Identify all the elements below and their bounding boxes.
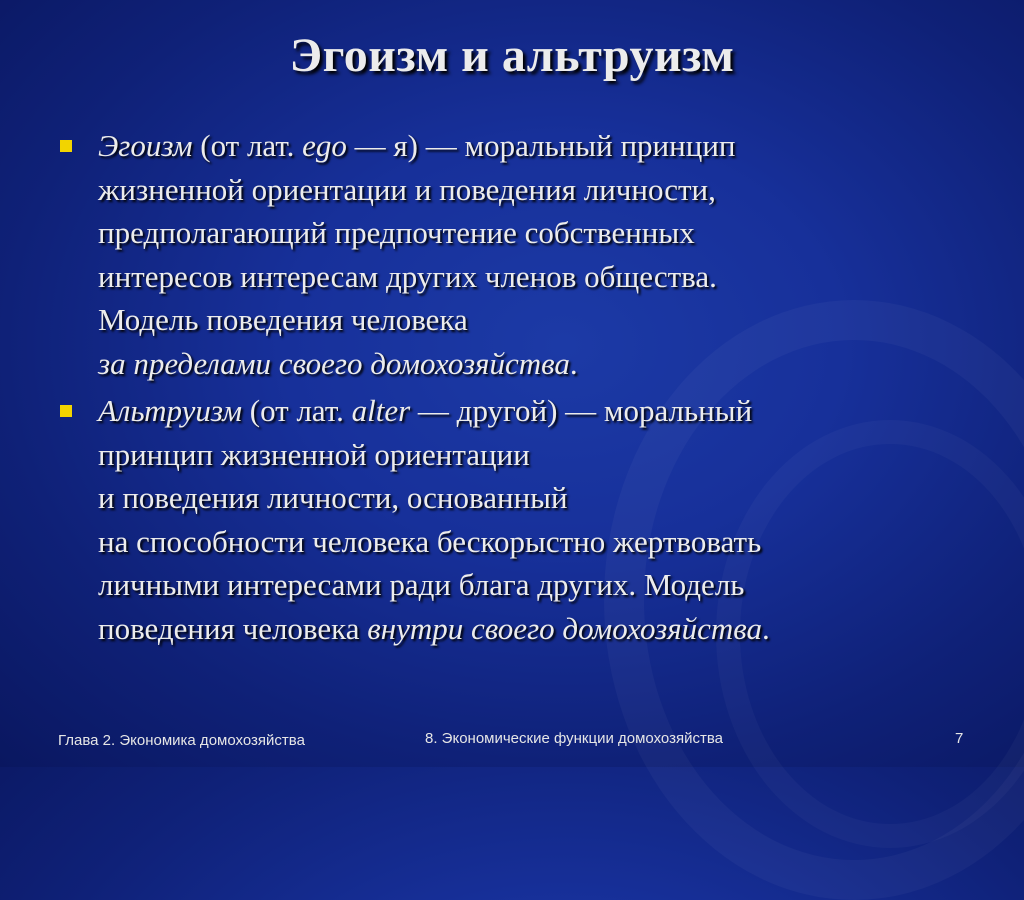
bullet-line <box>98 255 960 299</box>
text-segment: . <box>762 610 770 646</box>
square-bullet-icon <box>60 405 72 417</box>
italic-text-segment: внутри своего домохозяйства <box>367 610 763 646</box>
italic-text-segment: ego <box>302 128 347 163</box>
text-segment: — другой) — моральный <box>410 393 753 428</box>
text-segment: личными интересами ради блага других. Модель <box>98 567 745 602</box>
text-segment: поведения человека <box>98 610 368 646</box>
text-segment: жизненной ориентации и поведения личности, <box>98 171 716 207</box>
bullet-line <box>98 211 960 255</box>
italic-text-segment: alter <box>351 393 411 428</box>
bullet-line <box>98 563 960 607</box>
slide-number: 7 <box>955 730 964 747</box>
bullet-line <box>98 476 960 520</box>
text-segment: Модель поведения человека <box>98 302 468 337</box>
slide-title: Эгоизм и альтруизм <box>289 29 735 82</box>
footer-chapter: Глава 2. Экономика домохозяйства <box>58 732 305 749</box>
bullet-line <box>98 389 960 433</box>
bullet-line <box>98 124 960 168</box>
text-segment: . <box>569 345 578 381</box>
text-segment: принцип жизненной ориентации <box>98 436 530 472</box>
square-bullet-icon <box>60 140 72 152</box>
bullet-list <box>60 124 960 654</box>
bullet-egoism <box>60 124 960 385</box>
bullet-line <box>98 433 960 477</box>
text-segment: (от лат. <box>242 393 352 428</box>
text-segment: — я) — моральный принцип <box>346 128 736 163</box>
text-segment: и поведения личности, основанный <box>98 480 568 515</box>
bullet-line <box>98 168 960 212</box>
bullet-altruism <box>60 389 960 650</box>
text-segment: предполагающий предпочтение собственных <box>98 215 695 250</box>
italic-text-segment: Эгоизм <box>98 128 193 163</box>
text-segment: на способности человека бескорыстно жертвовать <box>98 523 762 559</box>
footer-section: 8. Экономические функции домохозяйства <box>425 730 723 747</box>
bullet-line <box>98 298 960 342</box>
bullet-line <box>98 520 960 564</box>
italic-text-segment: Альтруизм <box>98 393 242 428</box>
text-segment: (от лат. <box>192 128 303 163</box>
bullet-line <box>98 342 960 386</box>
italic-text-segment: за пределами своего домохозяйства <box>98 345 570 381</box>
bullet-line <box>98 607 960 651</box>
text-segment: интересов интересам других членов общества. <box>98 258 717 294</box>
